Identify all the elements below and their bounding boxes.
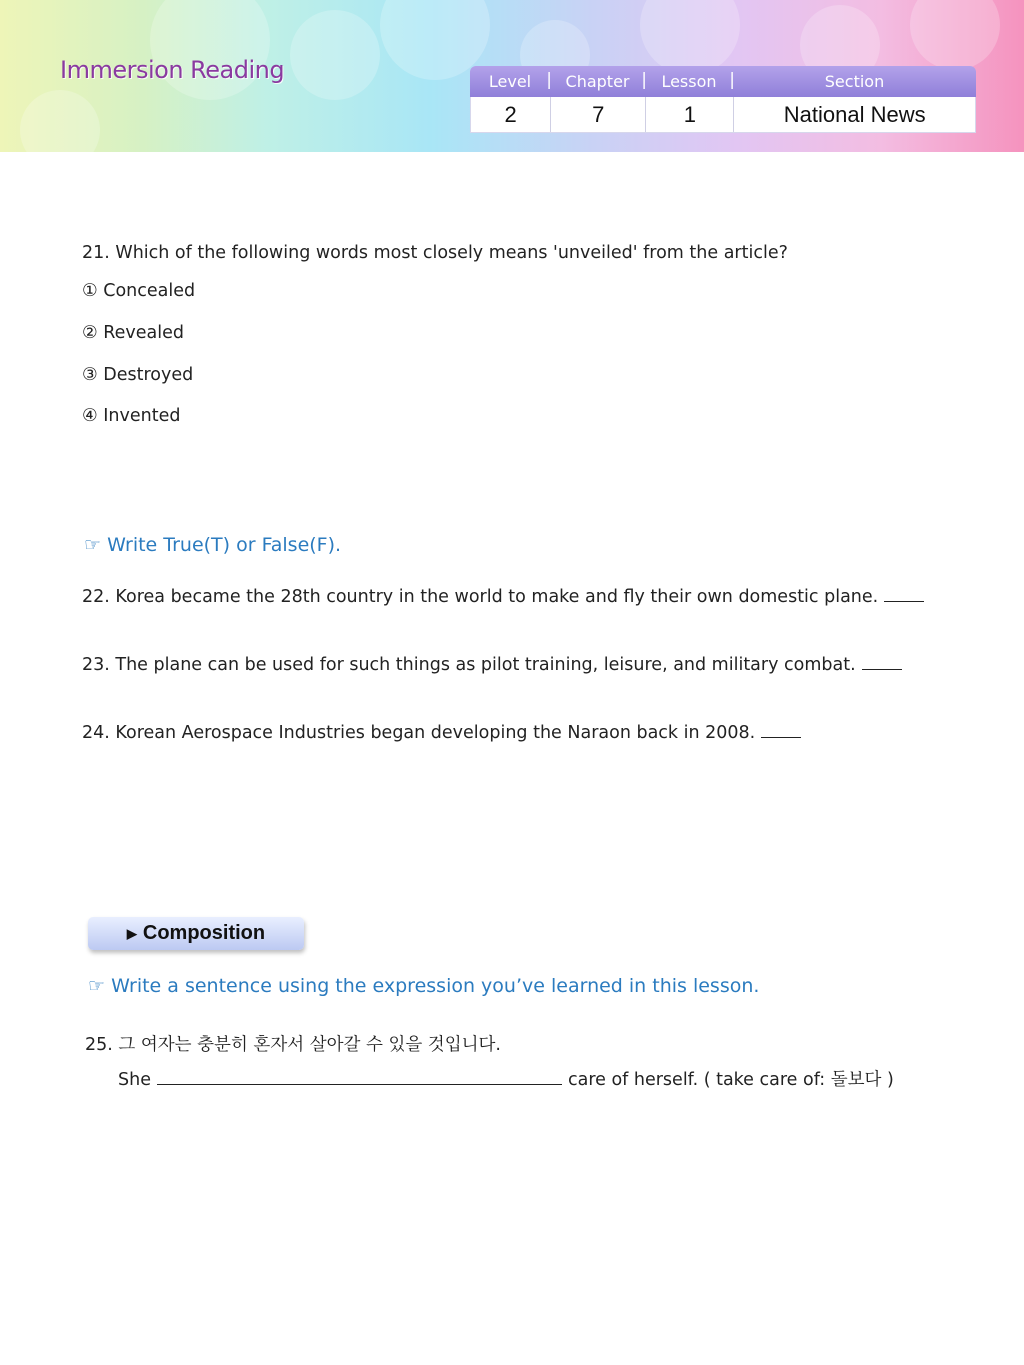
triangle-right-icon: ▶ xyxy=(126,925,137,941)
answer-blank-22[interactable] xyxy=(884,600,924,602)
lesson-info-values xyxy=(470,97,976,133)
q25-suffix: care of herself. ( take care of: 돌보다 ) xyxy=(567,1070,894,1090)
value-level: 2 xyxy=(471,97,551,132)
question-25-korean: 25. 그 여자는 충분히 혼자서 살아갈 수 있을 것입니다. xyxy=(85,1035,501,1055)
true-false-instruction: ☞ Write True(T) or False(F). xyxy=(84,534,342,556)
option-2: ② Revealed xyxy=(82,323,184,343)
value-lesson: 1 xyxy=(646,97,734,132)
header-lesson: Lesson | xyxy=(645,66,733,97)
question-25-english xyxy=(118,1066,894,1091)
question-22-text: 22. Korea became the 28th country in the world to make and fly their own domestic plane. xyxy=(82,587,879,607)
value-section: National News xyxy=(783,101,926,127)
lesson-info-table xyxy=(470,66,976,133)
question-24-text: 24. Korean Aerospace Industries began developing the Naraon back in 2008. xyxy=(82,723,756,743)
answer-blank-23[interactable] xyxy=(862,668,902,670)
option-4: ④ Invented xyxy=(82,406,181,426)
composition-label: Composition xyxy=(142,922,266,944)
option-1: ① Concealed xyxy=(82,281,196,301)
question-23 xyxy=(82,655,902,675)
header-level: Level | xyxy=(470,66,550,97)
composition-button[interactable] xyxy=(88,917,304,950)
header-banner xyxy=(0,0,1024,152)
question-24 xyxy=(82,723,801,743)
composition-instruction: ☞ Write a sentence using the expression you’ve learned in this lesson. xyxy=(88,975,760,997)
value-chapter: 7 xyxy=(551,97,646,132)
header-chapter: Chapter | xyxy=(550,66,645,97)
lesson-info-header xyxy=(470,66,976,97)
q25-prefix: She xyxy=(118,1070,151,1090)
header-section: Section xyxy=(824,72,885,91)
question-23-text: 23. The plane can be used for such things as pilot training, leisure, and military combat. xyxy=(82,655,856,675)
question-22 xyxy=(82,587,924,607)
brand-title: Immersion Reading xyxy=(60,56,285,84)
option-3: ③ Destroyed xyxy=(82,365,194,385)
question-21: 21. Which of the following words most closely means 'unveiled' from the article? xyxy=(82,243,788,263)
answer-blank-24[interactable] xyxy=(761,736,801,738)
answer-blank-25[interactable] xyxy=(157,1083,562,1085)
